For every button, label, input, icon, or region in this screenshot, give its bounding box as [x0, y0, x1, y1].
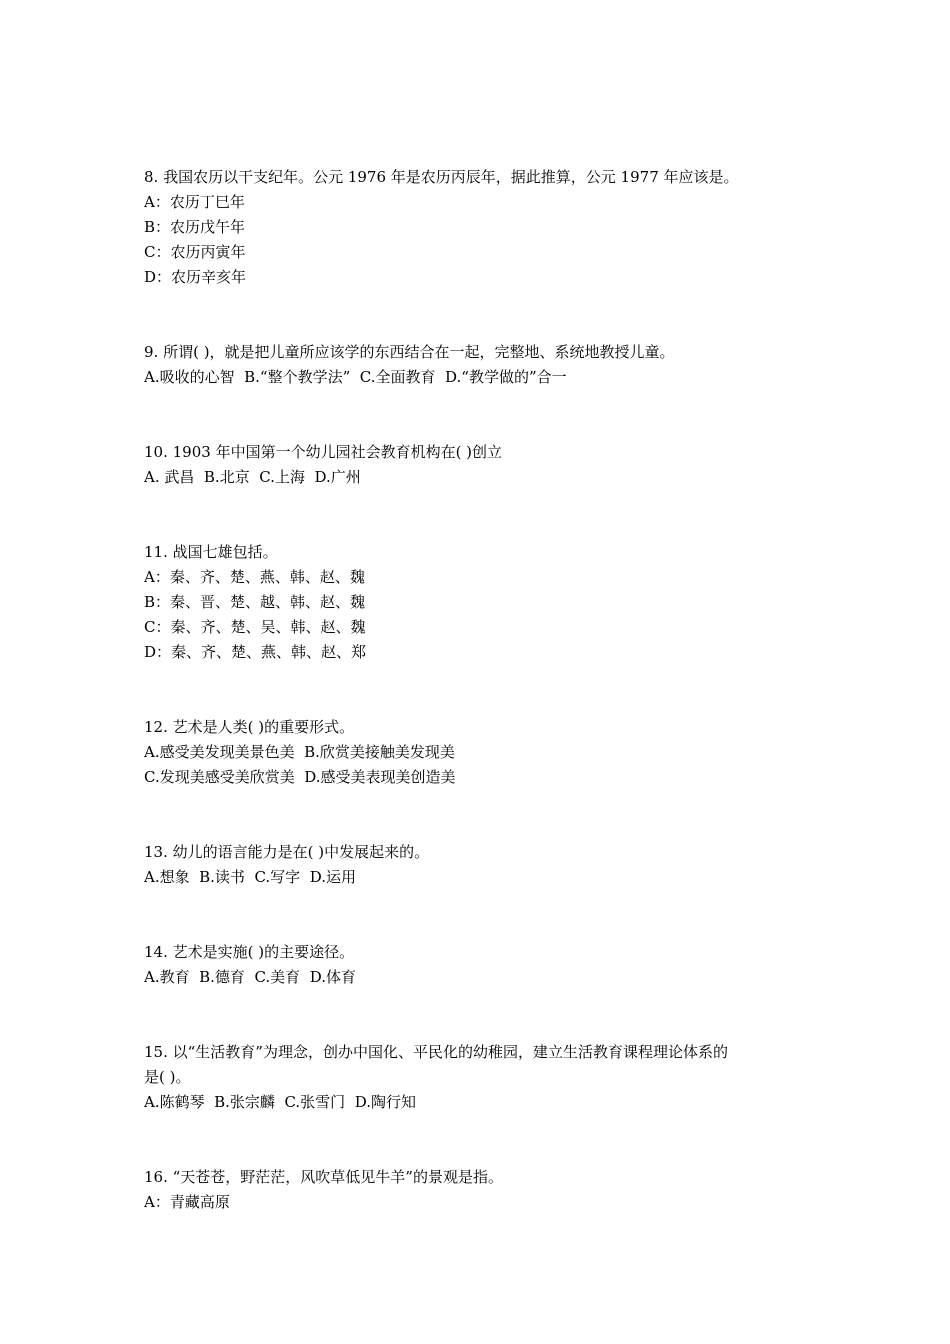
- question-text: 15. 以“生活教育”为理念，创办中国化、平民化的幼稚园，建立生活教育课程理论体系的: [144, 1043, 728, 1061]
- question-text: 10. 1903 年中国第一个幼儿园社会教育机构在( )创立: [144, 443, 503, 461]
- question-13: [144, 840, 824, 890]
- option-line: A.教育 B.德育 C.美育 D.体育: [144, 968, 356, 986]
- option-line: B：秦、晋、楚、越、韩、赵、魏: [144, 593, 366, 611]
- option-line: C：秦、齐、楚、吴、韩、赵、魏: [144, 618, 366, 636]
- option-line: D：农历辛亥年: [144, 268, 247, 286]
- question-12: [144, 715, 824, 790]
- option-line: A.吸收的心智 B.“整个教学法” C.全面教育 D.“教学做的”合一: [144, 368, 567, 386]
- question-14: [144, 940, 824, 990]
- question-text: 13. 幼儿的语言能力是在( )中发展起来的。: [144, 843, 430, 861]
- option-line: A.想象 B.读书 C.写字 D.运用: [144, 868, 356, 886]
- document-page: [144, 165, 824, 1215]
- question-text: 14. 艺术是实施( )的主要途径。: [144, 943, 355, 961]
- option-line: A：秦、齐、楚、燕、韩、赵、魏: [144, 568, 365, 586]
- option-line: C：农历丙寅年: [144, 243, 246, 261]
- question-16: [144, 1165, 824, 1215]
- question-text: 16. “天苍苍，野茫茫，风吹草低见牛羊”的景观是指。: [144, 1168, 503, 1186]
- option-line: A：农历丁巳年: [144, 193, 245, 211]
- question-text: 11. 战国七雄包括。: [144, 543, 278, 561]
- question-text: 12. 艺术是人类( )的重要形式。: [144, 718, 355, 736]
- option-line: C.发现美感受美欣赏美 D.感受美表现美创造美: [144, 768, 456, 786]
- option-line: B：农历戊午年: [144, 218, 246, 236]
- option-line: D：秦、齐、楚、燕、韩、赵、郑: [144, 643, 367, 661]
- question-11: [144, 540, 824, 665]
- question-10: [144, 440, 824, 490]
- question-text: 8. 我国农历以干支纪年。公元 1976 年是农历丙辰年，据此推算，公元 1977 年应该是。: [144, 168, 739, 186]
- question-15: [144, 1040, 824, 1115]
- option-line: A：青藏高原: [144, 1193, 230, 1211]
- question-text: 9. 所谓( )，就是把儿童所应该学的东西结合在一起，完整地、系统地教授儿童。: [144, 343, 675, 361]
- question-text-continued: 是( )。: [144, 1068, 191, 1086]
- option-line: A.感受美发现美景色美 B.欣赏美接触美发现美: [144, 743, 455, 761]
- option-line: A.陈鹤琴 B.张宗麟 C.张雪门 D.陶行知: [144, 1093, 416, 1111]
- question-9: [144, 340, 824, 390]
- question-8: [144, 165, 824, 290]
- option-line: A. 武昌 B.北京 C.上海 D.广州: [144, 468, 361, 486]
